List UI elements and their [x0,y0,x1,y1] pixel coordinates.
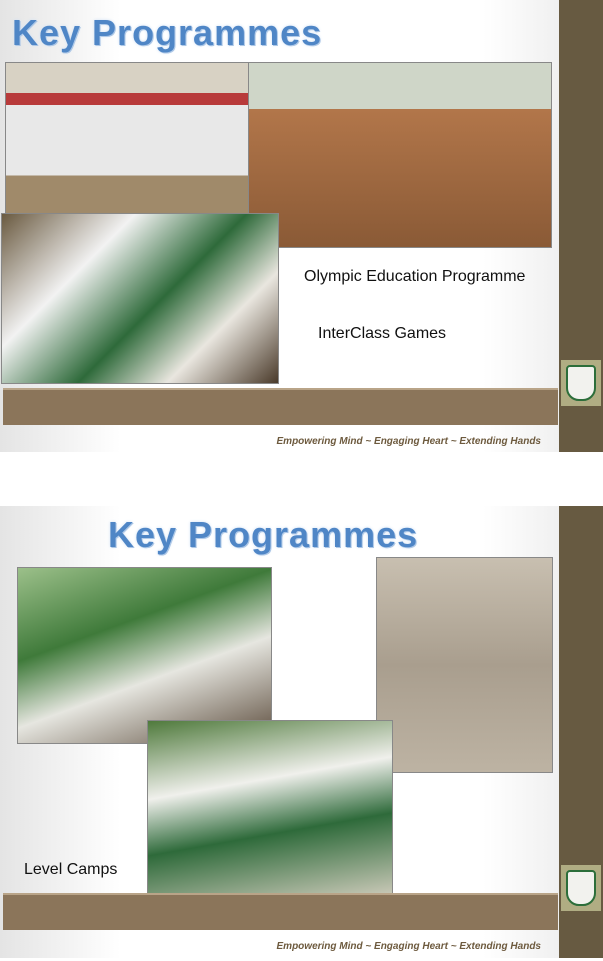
slide-1 [0,0,603,452]
brown-band [3,388,558,425]
school-crest-logo [561,360,601,406]
slide-title: Key Programmes [12,12,323,53]
photo-climbing-wall [376,557,553,773]
footer-motto: Empowering Mind ~ Engaging Heart ~ Extending Hands [276,941,541,952]
caption-olympic-education: Olympic Education Programme [304,268,526,285]
caption-level-camps: Level Camps [24,861,118,878]
caption-interclass-games: InterClass Games [318,325,447,342]
brown-band [3,893,558,930]
slide-2 [0,506,603,958]
photo-interclass-games [1,213,279,384]
photo-high-ropes [17,567,272,744]
photo-olympic-exhibition [5,62,252,214]
photo-floorball-game [248,62,552,248]
footer-motto: Empowering Mind ~ Engaging Heart ~ Extending Hands [276,436,541,447]
photo-level-camps-group [147,720,393,904]
school-crest-logo [561,865,601,911]
slide-title: Key Programmes [108,514,419,555]
